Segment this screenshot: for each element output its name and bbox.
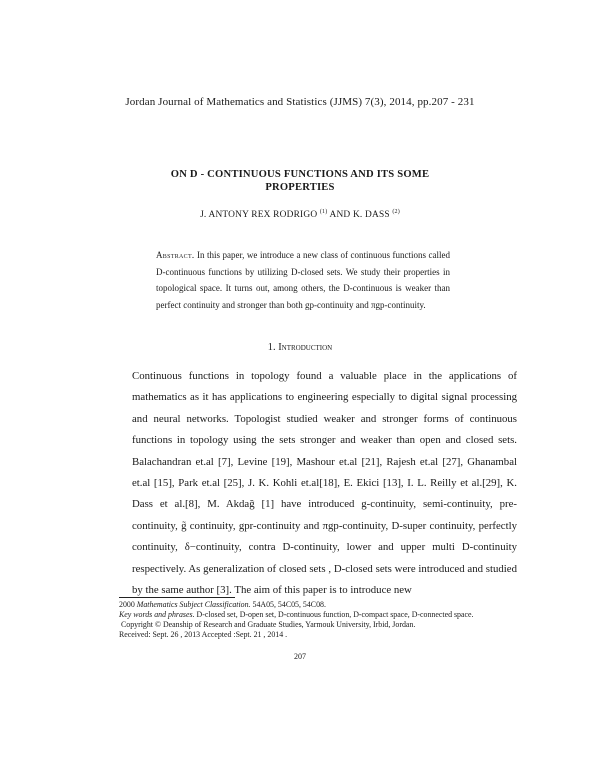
introduction-body xyxy=(132,366,517,601)
author-line xyxy=(0,209,600,220)
abstract-heading: Abstract. xyxy=(156,250,195,260)
abstract xyxy=(156,247,450,313)
section-name: Introduction xyxy=(278,342,333,353)
author-1-affiliation-mark: (1) xyxy=(319,209,328,215)
msc-year: 2000 xyxy=(119,600,135,609)
msc-codes: 54A05, 54C05, 54C08. xyxy=(252,600,326,609)
copyright-notice: Copyright © Deanship of Research and Graduate Studies, Yarmouk University, Irbid, Jordan. xyxy=(121,620,416,629)
author-1: J. ANTONY REX RODRIGO xyxy=(200,210,318,220)
journal-header: Jordan Journal of Mathematics and Statistics (JJMS) 7(3), 2014, pp.207 - 231 xyxy=(125,96,475,108)
keywords-label: Key words and phrases. xyxy=(119,610,195,619)
msc-footnote xyxy=(119,600,519,610)
author-2-affiliation-mark: (2) xyxy=(392,209,400,215)
paper-title xyxy=(130,168,470,194)
title-line-2: PROPERTIES xyxy=(265,182,335,193)
section-heading xyxy=(0,342,600,353)
dates-row xyxy=(119,630,519,640)
keywords-list: D-closed set, D-open set, D-continuous function, D-compact space, D-connected space. xyxy=(196,610,474,619)
abstract-text: In this paper, we introduce a new class of continuous functions called D-continuous functions by utilizing D-closed sets. We study their properties in topological space. It turns out, among others, the D-continuous is weaker than perfect continuity and stronger than both gp-continuity and πgp-continuity. xyxy=(156,250,451,310)
msc-label: Mathematics Subject Classification. xyxy=(136,600,251,609)
introduction-paragraph: Continuous functions in topology found a valuable place in the applications of mathematics as it has applications to engineering especially to digital signal processing and neural networks. Topologist studied weaker and stronger forms of continuous functions in topology using the sets stronger and weaker than open and closed sets. Balachandran et.al [7], Levine [19], Mashour et.al [21], Rajesh et.al [27], Ghanambal et.al [15], Park et.al [25], J. K. Kohli et.al[18], E. Ekici [13], I. L. Reilly et al.[29], K. Dass et al.[8], M. Akdağ [1] have introduced g-continuity, semi-continuity, pre-continuity, g̃ continuity, gpr-continuity and πgp-continuity, D-super continuity, perfectly continuity, δ−continuity, contra D-continuity, lower and upper multi D-continuity respectively. As generalization of closed sets , D-closed sets were introduced and studied by the same author [3]. The aim of this paper is to introduce new xyxy=(132,370,517,597)
page-number: 207 xyxy=(294,652,306,661)
footnotes xyxy=(119,600,519,640)
received-date: Received: Sept. 26 , 2013 xyxy=(119,630,201,639)
section-number: 1. xyxy=(267,342,276,353)
keywords-footnote xyxy=(119,610,519,620)
footnote-divider xyxy=(119,597,235,598)
title-line-1: ON D - CONTINUOUS FUNCTIONS AND ITS SOME xyxy=(170,169,430,180)
author-2: AND K. DASS xyxy=(329,210,390,220)
accepted-date: Accepted :Sept. 21 , 2014 . xyxy=(201,630,288,639)
